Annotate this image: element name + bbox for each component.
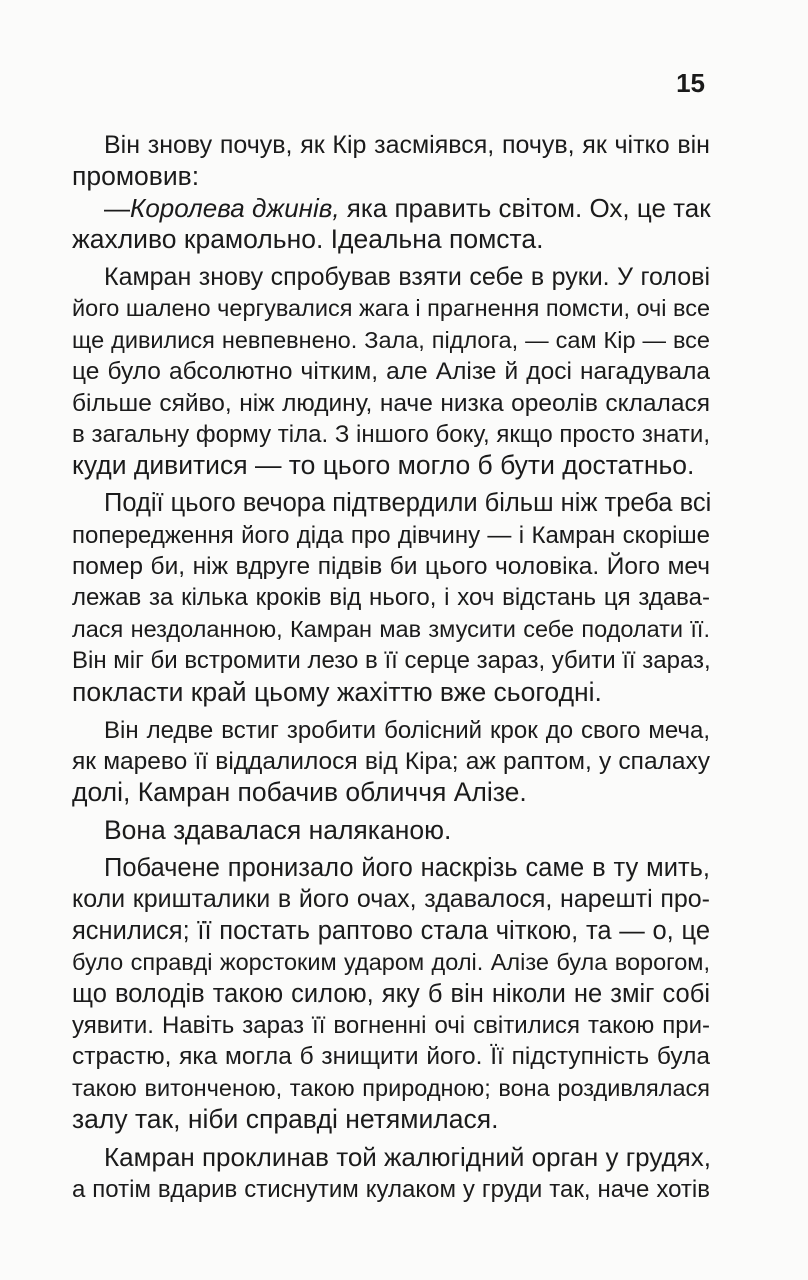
text-line: що володів такою силою, яку б він ніколи не зміг собі xyxy=(72,979,710,1008)
text-line: в загальну форму тіла. З іншого боку, якщо просто знати, xyxy=(72,421,710,449)
text-line: лежав за кілька кроків від нього, і хоч відстань ця здава- xyxy=(72,584,710,612)
text-line: коли кришталики в його очах, здавалося, нарешті про- xyxy=(72,885,710,914)
emphasized-text: Королева джинів, xyxy=(130,192,340,223)
text-line: Побачене пронизало його наскрізь саме в ту мить, xyxy=(104,854,710,883)
text-line: як марево її віддалилося від Кіра; аж раптом, у спалаху xyxy=(72,747,710,775)
text-line: долі, Камран побачив обличчя Алізе. xyxy=(72,777,527,808)
text-line: залу так, ніби справді нетямилася. xyxy=(72,1104,499,1135)
text-line: покласти край цьому жахіттю вже сьогодні. xyxy=(72,676,602,707)
text-line: уявити. Навіть зараз її вогненні очі світилися такою при- xyxy=(72,1012,710,1040)
text-line: ще дивилися невпевнено. Зала, підлога, — сам Кір — все xyxy=(72,326,710,353)
text-line: Камран проклинав той жалюгідний орган у грудях, xyxy=(104,1142,711,1173)
text-line: Події цього вечора підтвердили більш ніж треба всі xyxy=(104,489,712,518)
text-line: лася нездоланною, Камран мав змусити себе подолати її. xyxy=(72,615,710,642)
body-text xyxy=(72,130,710,1205)
text-line: Вона здавалася наляканою. xyxy=(104,815,452,846)
text-line: більше сяйво, ніж людину, наче низка ореолів склалася xyxy=(72,389,710,417)
text-line: яснилися; її постать раптово стала чіткою, та — о, це xyxy=(72,916,710,945)
text-line: попередження його діда про дівчину — і Камран скоріше xyxy=(72,521,710,549)
page-number: 15 xyxy=(676,68,705,98)
text-line: було справді жорстоким ударом долі. Алізе була ворогом, xyxy=(72,949,710,976)
text-line: помер би, ніж вдруге підвів би цього чоловіка. Його меч xyxy=(72,553,710,581)
text-line: страстю, яка могла б знищити його. Її підступність була xyxy=(72,1043,710,1071)
text-line: Він знову почув, як Кір засміявся, почув, як чітко він xyxy=(104,131,710,159)
text-line: промовив: xyxy=(72,161,200,192)
text-line: жахливо крамольно. Ідеальна помста. xyxy=(72,224,544,255)
text-line: Він міг би встромити лезо в її серце зараз, убити її зараз, xyxy=(72,647,711,675)
text-line xyxy=(72,193,710,224)
text-line: а потім вдарив стиснутим кулаком у груди так, наче хотів xyxy=(72,1175,710,1203)
text-line: Він ледве встиг зробити болісний крок до свого меча, xyxy=(104,716,710,744)
text-line: його шалено чергувалися жага і прагнення помсти, очі все xyxy=(72,295,711,322)
text-line: такою витонченою, такою природною; вона роздивлялася xyxy=(72,1074,710,1101)
text-line: куди дивитися — то цього могло б бути достатньо. xyxy=(72,450,695,481)
dialogue-dash: — xyxy=(104,192,130,223)
text-line: це було абсолютно чітким, але Алізе й досі нагадувала xyxy=(72,358,710,386)
text-fragment: яка править світом. Ох, це так xyxy=(339,192,711,223)
text-line: Камран знову спробував взяти себе в руки. У голові xyxy=(104,263,710,292)
